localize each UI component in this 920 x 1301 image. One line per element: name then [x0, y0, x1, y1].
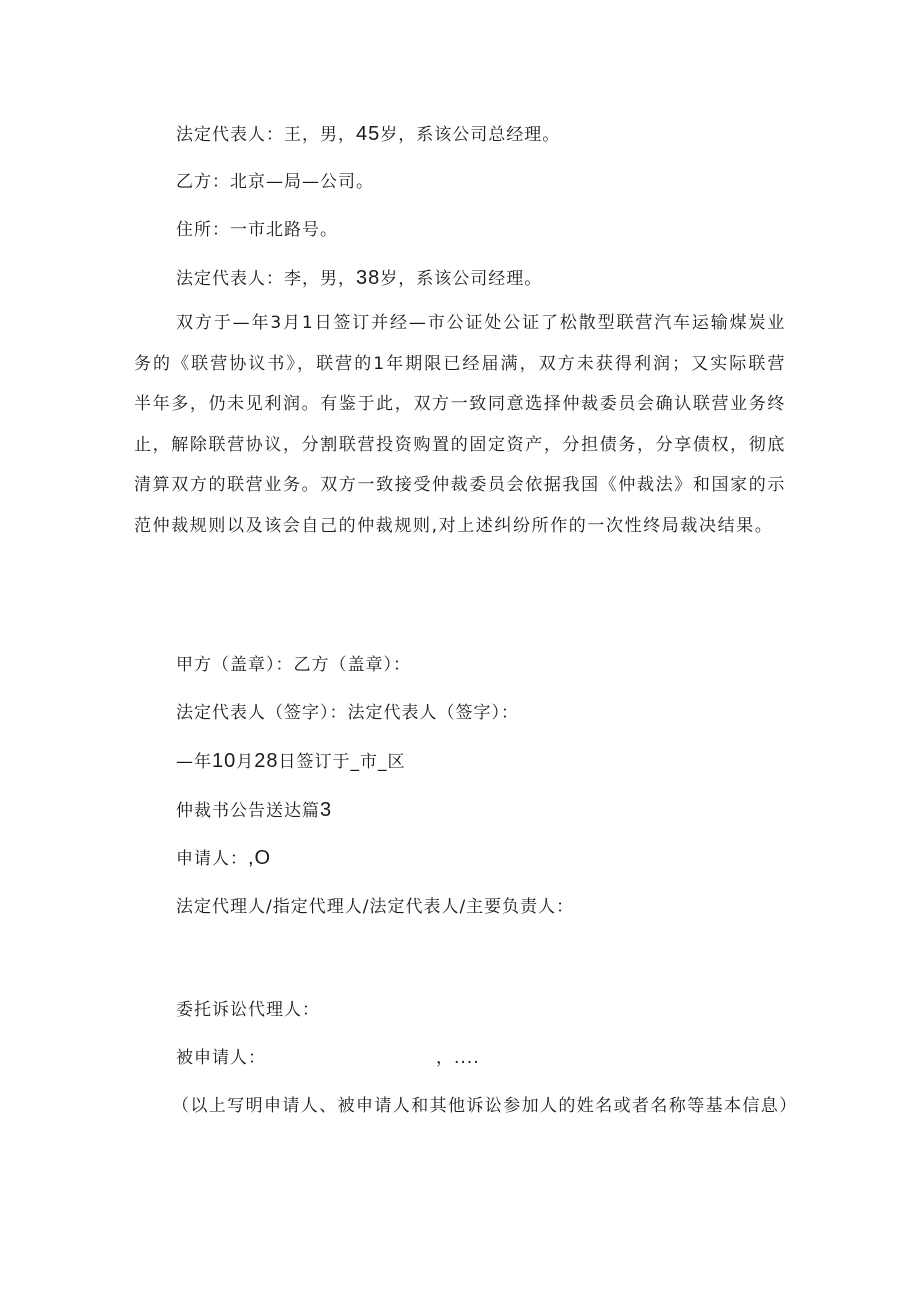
legal-representative-a-suffix: 岁，系该公司总经理。 — [380, 125, 561, 145]
basic-info-note: （以上写明申请人、被申请人和其他诉讼参加人的姓名或者名称等基本信息） — [172, 1096, 798, 1116]
legal-representative-b-age: 38 — [356, 267, 381, 289]
section-title-text: 仲裁书公告送达篇 — [176, 801, 320, 821]
seal-line: 甲方（盖章）：乙方（盖章）： — [176, 655, 411, 675]
legal-representative-a-line — [176, 122, 560, 147]
legal-representative-b-line — [176, 266, 542, 291]
applicant-line — [176, 846, 271, 871]
date-day: 28 — [254, 750, 279, 772]
respondent-value: ，.... — [436, 1048, 480, 1068]
agreement-paragraph: 双方于—年3月1日签订并经—市公证处公证了松散型联营汽车运输煤炭业务的《联营协议书》，联营的1年期限已经届满，双方未获得利润；又实际联营半年多，仍未见利润。有鉴于此，双方一致同意选择仲裁委员会确认联营业务终止，解除联营协议，分割联营投资购置的固定资产，分担债务，分享债权，彻底清算双方的联营业务。双方一致接受仲裁委员会依据我国《仲裁法》和国家的示范仲裁规则以及该会自己的仲裁规则,对上述纠纷所作的一次性终局裁决结果。 — [134, 313, 786, 536]
signing-date-line — [176, 749, 406, 774]
legal-representative-a-age: 45 — [356, 123, 381, 145]
signature-line: 法定代表人（签字）：法定代表人（签字）： — [176, 703, 519, 723]
legal-representative-a-prefix: 法定代表人：王，男， — [176, 125, 356, 145]
legal-representative-b-prefix: 法定代表人：李，男， — [176, 269, 356, 289]
date-month: 10 — [212, 750, 237, 772]
date-month-unit: 月 — [236, 752, 255, 772]
date-prefix: —年 — [176, 752, 212, 772]
respondent-label: 被申请人： — [176, 1048, 266, 1068]
party-b-line: 乙方：北京—局—公司。 — [176, 172, 374, 192]
legal-representative-b-suffix: 岁，系该公司经理。 — [380, 269, 543, 289]
address-line: 住所：一市北路号。 — [176, 220, 338, 240]
applicant-value: ,O — [248, 847, 272, 869]
respondent-line — [176, 1046, 480, 1070]
agent-line: 委托诉讼代理人： — [176, 1000, 320, 1020]
representative-line: 法定代理人/指定代理人/法定代表人/主要负责人： — [176, 897, 575, 917]
section-title — [176, 798, 332, 823]
applicant-label: 申请人： — [176, 849, 248, 869]
section-title-number: 3 — [320, 799, 333, 821]
date-suffix: 日签订于_市_区 — [278, 752, 406, 772]
